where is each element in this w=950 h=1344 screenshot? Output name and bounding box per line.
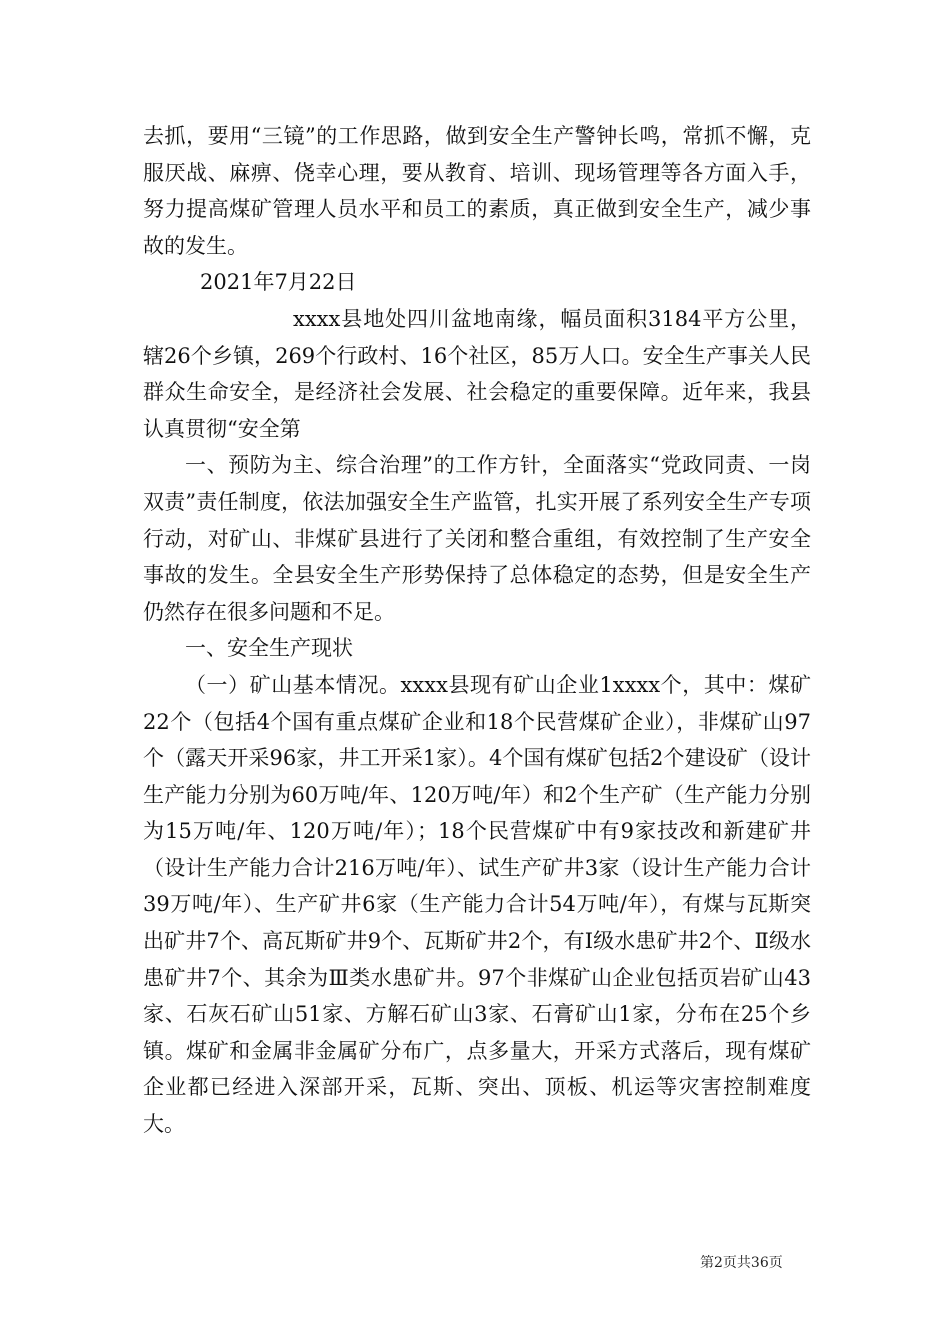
paragraph-county-intro: xxxx县地处四川盆地南缘，幅员面积3184平方公里，辖26个乡镇，269个行政村、16个社区，85万人口。安全生产事关人民群众生命安全，是经济社会发展、社会稳定的重要保障。近年来，我县认真贯彻“安全第 [143, 306, 811, 441]
paragraph-continuation: 去抓，要用“三镜”的工作思路，做到安全生产警钟长鸣，常抓不懈，克服厌战、麻痹、侥幸心理，要从教育、培训、现场管理等各方面入手，努力提高煤矿管理人员水平和员工的素质，真正做到安全生产，减少事故的发生。 [143, 124, 811, 258]
paragraph-mine-overview: （一）矿山基本情况。xxxx县现有矿山企业1xxxx个，其中：煤矿22个（包括4个国有重点煤矿企业和18个民营煤矿企业），非煤矿山97个（露天开采96家，井工开采1家）。4个国有煤矿包括2个建设矿（设计生产能力分别为60万吨/年、120万吨/年）和2个生产矿（生产能力分别为15万吨/年、120万吨/年）；18个民营煤矿中有9家技改和新建矿井（设计生产能力合计216万吨/年）、试生产矿井3家（设计生产能力合计39万吨/年）、生产矿井6家（生产能力合计54万吨/年），有煤与瓦斯突出矿井7个、高瓦斯矿井9个、瓦斯矿井2个，有Ⅰ级水患矿井2个、Ⅱ级水患矿井7个、其余为Ⅲ类水患矿井。97个非煤矿山企业包括页岩矿山43家、石灰石矿山51家、方解石矿山3家、石膏矿山1家，分布在25个乡镇。煤矿和金属非金属矿分布广，点多量大，开采方式落后，现有煤矿企业都已经进入深部开采，瓦斯、突出、顶板、机运等灾害控制难度大。 [143, 672, 811, 1137]
paragraph-policy: 一、预防为主、综合治理”的工作方针，全面落实“党政同责、一岗双责”责任制度，依法加强安全生产监管，扎实开展了系列安全生产专项行动，对矿山、非煤矿县进行了关闭和整合重组，有效控制了生产安全事故的发生。全县安全生产形势保持了总体稳定的态势，但是安全生产仍然存在很多问题和不足。 [143, 453, 811, 624]
body-text-top [143, 118, 811, 1143]
date-line: 2021年7月22日 [200, 270, 357, 295]
section-heading: 一、安全生产现状 [185, 636, 353, 661]
page-number: 第2页共36页 [700, 1255, 783, 1271]
